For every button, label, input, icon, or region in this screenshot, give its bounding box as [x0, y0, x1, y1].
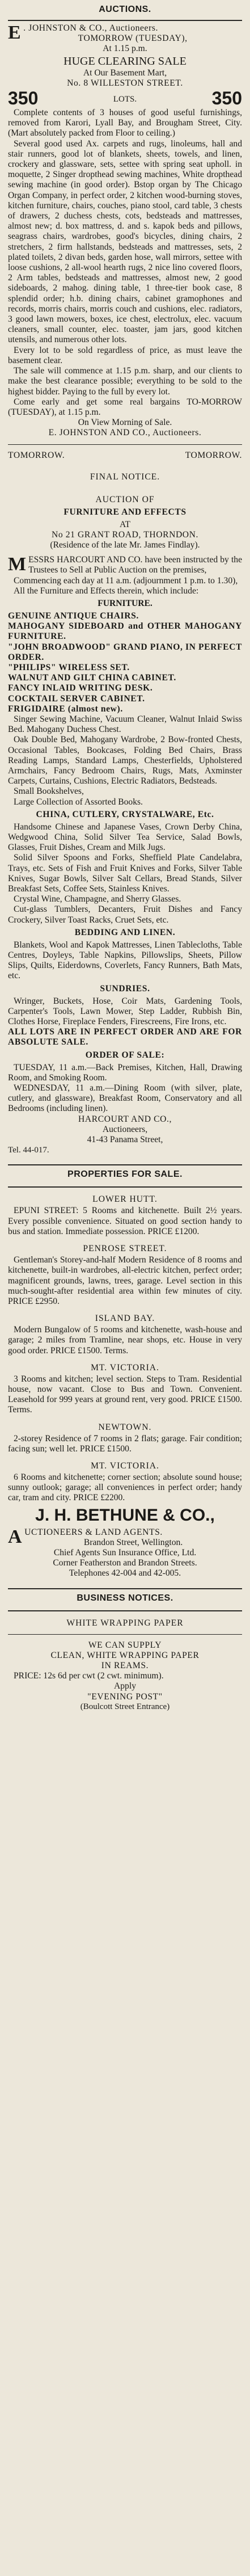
property-heading: LOWER HUTT.: [92, 1194, 158, 1205]
order-wednesday: WEDNESDAY, 11 a.m.—Dining Room (with silver, plate, cutlery, and glassware), Breakfast Room, Conservatory and all Bedrooms (including linen).: [8, 1083, 242, 1114]
all-lots: ALL LOTS ARE IN PERFECT ORDER AND ARE FOR ABSOLUTE SALE.: [8, 1027, 242, 1047]
bedding-heading: BEDDING AND LINEN.: [74, 927, 176, 937]
genuine-antique: GENUINE ANTIQUE CHAIRS.: [8, 611, 139, 621]
property-text: 3 Rooms and kitchen; level section. Steps to Tram. Residential house, now vacant. Close to Bus and Town. Convenient. Leasehold for 999 years at ground rent, very good. PRICE £1500. Terms.: [8, 1374, 242, 1415]
lots-number-right: 350: [211, 88, 242, 109]
johnston-time: At 1.15 p.m.: [103, 44, 147, 54]
johnston-para: Come early and get some real bargains TO-MORROW (TUESDAY), at 1.15 p.m.: [8, 397, 242, 417]
johnston-venue: At Our Basement Mart,: [83, 68, 167, 78]
property-heading: ISLAND BAY.: [95, 1314, 155, 1324]
property-heading: PENROSE STREET.: [83, 1244, 167, 1254]
property-text: EPUNI STREET: 5 Rooms and kitchenette. Built 2½ years. Every possible convenience. Situated on good section handy to bus and station. Immediate possession. PRICE £1200.: [8, 1206, 242, 1236]
harcourt-intro: MESSRS HARCOURT AND CO. have been instructed by the Trustees to Sell at Public Auction on the premises,: [8, 554, 242, 575]
lots-row: [8, 89, 242, 108]
cocktail-cabinet: COCKTAIL SERVER CABINET.: [8, 693, 145, 704]
lots-number-left: 350: [8, 88, 39, 109]
property-heading: MT. VICTORIA.: [91, 1362, 159, 1373]
harcourt-list: Solid Silver Spoons and Forks, Sheffield Plate Candelabra, Trays, etc. Sets of Fish and Fruit Knives and Forks, Silver Table Knives, Sugar Bowls, Silver Salt Cellars, Bread Stands, Silver Breakfast Sets, Coffee Sets, Stainless Knives.: [8, 853, 242, 894]
property-text: 6 Rooms and kitchenette; corner section; absolute sound house; sunny outlook; garage; all conveniences in perfect order; handy car, tram and city. PRICE £2200.: [8, 1472, 242, 1503]
rule: [8, 444, 242, 445]
properties-banner-box: [8, 1164, 242, 1188]
sundries-heading: SUNDRIES.: [100, 983, 150, 994]
china-heading: CHINA, CUTLERY, CRYSTALWARE, Etc.: [36, 809, 214, 819]
final-notice: FINAL NOTICE.: [90, 472, 160, 482]
broadwood-piano: "JOHN BROADWOOD" GRAND PIANO, IN PERFECT ORDER.: [8, 642, 242, 662]
johnston-header: E . JOHNSTON & CO., Auctioneers.: [8, 22, 159, 43]
paper-line: WE CAN SUPPLY: [88, 1640, 162, 1650]
paper-line: CLEAN, WHITE WRAPPING PAPER: [50, 1650, 200, 1660]
harcourt-list: Handsome Chinese and Japanese Vases, Crown Derby China, Wedgwood China, Solid Silver Tea Service, Salad Bowls, Glasses, Fruit Dishes, Cream and Milk Jugs.: [8, 822, 242, 853]
johnston-advert: [8, 23, 242, 439]
properties-advert: [8, 1194, 242, 1579]
bethune-line: Brandon Street, Wellington.: [83, 1537, 183, 1547]
harcourt-commencing: Commencing each day at 11 a.m. (adjournment 1 p.m. to 1.30),: [14, 575, 238, 586]
fancy-desk: FANCY INLAID WRITING DESK.: [8, 683, 153, 693]
johnston-para: Every lot to be sold regardless of price, as must leave the basement clear.: [8, 345, 242, 365]
auction-of: AUCTION OF: [95, 494, 155, 504]
harcourt-signoff-2: Auctioneers,: [102, 1124, 148, 1134]
harcourt-list: Wringer, Buckets, Hose, Coir Mats, Gardening Tools, Carpenter's Tools, Lawn Mower, Step Ladder, Rubbish Bin, Clothes Horse, Fireplace Fenders, Firescreens, Fire Irons, etc.: [8, 996, 242, 1027]
lots-label: LOTS.: [113, 95, 137, 104]
property-text: Modern Bungalow of 5 rooms and kitchenette, wash-house and garage; 2 miles from Tramline, near shops, etc. House in very good order. PRICE £1500. Terms.: [8, 1325, 242, 1356]
properties-banner: PROPERTIES FOR SALE.: [67, 1169, 183, 1180]
philips-wireless: "PHILIPS" WIRELESS SET.: [8, 662, 130, 672]
walnut-cabinet: WALNUT AND GILT CHINA CABINET.: [8, 673, 176, 683]
johnston-signoff: E. JOHNSTON AND CO., Auctioneers.: [48, 428, 202, 438]
newspaper-column: [8, 0, 242, 1712]
johnston-viewing: On View Morning of Sale.: [78, 418, 172, 428]
mahogany-sideboard: MAHOGANY SIDEBOARD and OTHER MAHOGANY FURNITURE.: [8, 621, 242, 642]
furniture-heading: FURNITURE.: [98, 598, 152, 608]
tomorrow-left: TOMORROW.: [8, 450, 65, 460]
property-heading: MT. VICTORIA.: [91, 1460, 159, 1471]
harcourt-all-furniture: All the Furniture and Effects therein, which include:: [14, 586, 199, 596]
paper-entrance: (Boulcott Street Entrance): [80, 1702, 170, 1711]
rule: [8, 20, 242, 21]
frigidaire: FRIGIDAIRE (almost new).: [8, 704, 123, 714]
business-banner-box: [8, 1588, 242, 1611]
harcourt-list: Oak Double Bed, Mahogany Wardrobe, 2 Bow-fronted Chests, Occasional Tables, Bookcases, Folding Bed Chairs, Brass Reading Lamps, Standard Lamps, Chesterfields, Upholstered Armchairs, Fancy Bedroom Chairs, Rugs, Mats, Axminster Carpets, Curtains, Cushions, Electric Radiators, Bedsteads.: [8, 735, 242, 786]
harcourt-list: Blankets, Wool and Kapok Mattresses, Linen Tablecloths, Table Centres, Doyleys, Table Napkins, Pillowslips, Sheets, Pillow Slips, Quilts, Eiderdowns, Coverlets, Fancy Runners, Bath Mats, etc.: [8, 940, 242, 981]
paper-heading: WHITE WRAPPING PAPER: [66, 1618, 184, 1628]
property-text: Gentleman's Storey-and-half Modern Residence of 8 rooms and kitchenette, built-in wardrobes, all-electric kitchen, perfect order; magnificent grounds, lawns, trees, garage. Level section in this much-sought-after residential area within few minutes of city. PRICE £2950.: [8, 1255, 242, 1306]
auctions-banner: AUCTIONS.: [99, 5, 151, 14]
drop-letter: E: [8, 22, 22, 43]
johnston-title: HUGE CLEARING SALE: [63, 54, 187, 68]
paper-apply: Apply: [114, 1681, 136, 1691]
bethune-tel: Telephones 42-004 and 42-005.: [69, 1568, 181, 1579]
drop-letter: M: [8, 554, 27, 575]
harcourt-list: Crystal Wine, Champagne, and Sherry Glasses.: [14, 894, 181, 904]
tomorrow-right: TOMORROW.: [185, 450, 242, 460]
harcourt-list: Small Bookshelves,: [14, 786, 84, 797]
johnston-address: No. 8 WILLESTON STREET.: [67, 78, 183, 88]
harcourt-tel: Tel. 44-017.: [8, 1146, 49, 1155]
bethune-name: J. H. BETHUNE & CO.,: [35, 1505, 215, 1525]
paper-evening-post: "EVENING POST": [87, 1691, 163, 1702]
property-text: 2-storey Residence of 7 rooms in 2 flats; garage. Fair condition; facing sun; well let. PRICE £1500.: [8, 1433, 242, 1454]
rule: [8, 1634, 242, 1635]
harcourt-list: Singer Sewing Machine, Vacuum Cleaner, Walnut Inlaid Swiss Bed. Mahogany Duchess Chest.: [8, 714, 242, 735]
drop-letter: A: [8, 1526, 23, 1547]
harcourt-address-2: 41-43 Panama Street,: [87, 1135, 163, 1145]
harcourt-signoff: HARCOURT AND CO.,: [78, 1114, 172, 1124]
harcourt-advert: [8, 451, 242, 1156]
order-heading: ORDER OF SALE:: [85, 1050, 165, 1060]
bethune-line: AUCTIONEERS & LAND AGENTS.: [8, 1526, 163, 1547]
wrapping-paper-advert: [8, 1618, 242, 1712]
johnston-para: The sale will commence at 1.15 p.m. sharp, and our clients to make the best clearance possible; everything to be sold to the highest bidder. Paying to the full by every lot.: [8, 366, 242, 397]
harcourt-list: Large Collection of Assorted Books.: [14, 797, 143, 807]
johnston-para: Complete contents of 3 houses of good useful furnishings, removed from Karori, Lyall Bay, and Brougham Street, City. (Mart absolutely packed from Floor to ceiling.): [8, 108, 242, 138]
bethune-line: Corner Featherston and Brandon Streets.: [53, 1558, 197, 1568]
paper-line: IN REAMS.: [101, 1660, 149, 1670]
furniture-effects: FURNITURE AND EFFECTS: [63, 507, 187, 517]
order-tuesday: TUESDAY, 11 a.m.—Back Premises, Kitchen, Hall, Drawing Room, and Smoking Room.: [8, 1062, 242, 1083]
property-heading: NEWTOWN.: [98, 1422, 152, 1432]
harcourt-list: Cut-glass Tumblers, Decanters, Fruit Dishes and Fancy Crockery, Silver Toast Racks, Cruet Sets, etc.: [8, 904, 242, 925]
harcourt-estate: (Residence of the late Mr. James Findlay).: [50, 540, 200, 550]
at-label: AT: [119, 519, 131, 529]
tomorrow-row: [8, 451, 242, 461]
harcourt-address: No 21 GRANT ROAD, THORNDON.: [51, 529, 199, 540]
business-banner: BUSINESS NOTICES.: [77, 1593, 173, 1603]
paper-price: PRICE: 12s 6d per cwt (2 cwt. minimum).: [14, 1671, 164, 1681]
johnston-when: TOMORROW (TUESDAY),: [78, 33, 188, 44]
johnston-para: Several good used Ax. carpets and rugs, linoleums, hall and stair runners, good lot of blankets, sheets, towels, and linen, crockery and glassware, sets, settee with spring seat upholl. in moquette, 2 Singer dropthead sewing machines, White dropthead sewing machine (in good order). Bstop organ by The Chicago Organ Company, in perfect order, 2 kitchen wood-burning stoves, kitchen furniture, chairs, couches, piano stool, card table, 3 chests of drawers, 2 duchess chests, cots, bedsteads and mattresses, almost new; d. box mattress, d. and s. kapok beds and pillows, seagrass chairs, wardrobes, good's bicycles, dining chairs, 2 stretchers, 2 firm hallstands, bedsteads and mattresses, sets, 2 plated toilets, 2 divan beds, garden hose, wall mirrors, settee with loose cushions, 2 all-wool hearth rugs, 2 nice lino covered floors, 2 Arm tables, bedsteads and mattresses, almost new, 2 good sideboards, 2 mahog. dining table, 1 three-tier book case, 8 splendid order; h.b. dining chairs, cabinet gramophones and records, morris chairs, morris couch and cushions, elec. radiators, 3 good lawn mowers, boxes, ice chest, electrolux, elec. vacuum cleaners, small counter, elec. toaster, jam jars, good kitchen utensils, and numerous other lots.: [8, 138, 242, 345]
bethune-line: Chief Agents Sun Insurance Office, Ltd.: [53, 1547, 197, 1558]
